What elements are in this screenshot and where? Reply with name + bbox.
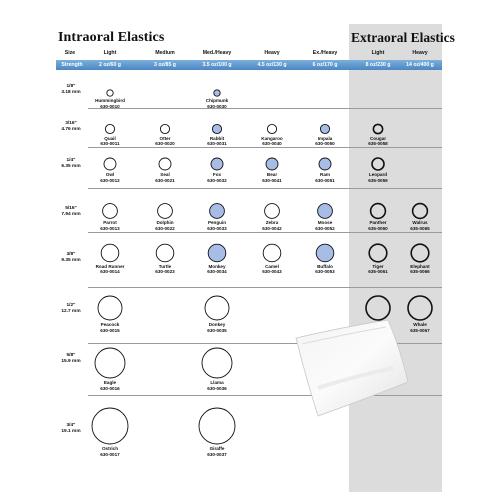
elastic-name: Seal [160,172,170,177]
elastic-ring [104,158,116,170]
elastic-name: Walrus [412,220,428,226]
elastic-name: Impala [317,135,333,141]
elastic-code: 630-0037 [207,451,227,457]
elastic-name: Moose [317,220,333,226]
elastic-caption [85,446,135,457]
elastic-code: 630-0043 [262,269,282,275]
elastic-code: 635-0058 [368,141,388,147]
size-mm: 19.1 mm [61,429,81,434]
elastic-caption [247,220,297,231]
strength-value: 14 oz/400 g [406,62,434,68]
elastic-ring [95,348,125,378]
elastic-name: Zebra [265,220,279,226]
elastic-ring [263,244,281,262]
elastic-code: 630-0051 [315,177,335,183]
elastic-caption [395,220,445,231]
size-mm: 7.94 mm [61,212,81,217]
elastic-code: 630-0041 [262,177,282,183]
elastic-caption [140,136,190,147]
elastic-code: 630-0022 [155,225,175,231]
elastic-code: 630-0020 [155,141,175,147]
elastic-name: Otter [159,135,171,141]
elastic-ring [371,204,386,219]
size-header: Size [64,50,76,56]
elastic-name: Peacock [100,322,120,327]
elastic-code: 630-0011 [100,141,120,147]
elastic-name: Kangaroo [261,135,283,141]
size-inch: 1/2" [66,303,76,308]
elastic-caption [85,380,135,391]
column-header: Light [371,50,385,56]
elastic-ring [265,204,280,219]
elastic-name: Bear [266,172,278,177]
elastic-ring [408,296,432,320]
elastic-caption [247,136,297,147]
elastic-ring [202,348,232,378]
size-mm: 12.7 mm [61,309,81,314]
strength-value: 2 oz/60 g [99,62,121,68]
elastic-name: Hummingbird [95,98,125,104]
elastic-ring [266,158,278,170]
elastic-caption [192,322,242,333]
elastic-name: Llama [210,380,224,385]
elastic-name: Ostrich [101,446,119,451]
elastic-code: 635-0060 [368,225,388,231]
size-mm: 4.76 mm [61,127,81,132]
elastic-ring [214,90,220,96]
elastic-caption [353,172,403,183]
elastic-ring [103,204,118,219]
elastic-caption [395,264,445,275]
elastic-code: 630-0035 [207,327,227,333]
elastic-caption [85,264,135,275]
elastic-ring [413,204,428,219]
size-inch: 5/8" [66,353,76,358]
size-mm: 3.18 mm [61,90,81,95]
elastic-code: 630-0034 [207,269,227,275]
strength-value: 6 oz/170 g [312,62,338,68]
elastic-caption [300,172,350,183]
elastic-caption [192,220,242,231]
elastic-ring [199,408,235,444]
column-header: Med./Heavy [202,50,232,56]
elastic-name: Elephant [410,263,430,269]
elastic-caption [192,98,242,109]
elastic-name: Fox [212,172,222,177]
elastic-name: Chipmunk [205,98,229,104]
elastic-name: Road Runner [95,263,125,269]
elastic-caption [85,98,135,109]
column-header: Ex./Heavy [312,50,338,56]
elastic-caption [140,264,190,275]
size-inch: 3/4" [66,423,76,428]
elastic-name: Donkey [208,322,226,327]
size-mm: 9.35 mm [61,258,81,263]
elastic-caption [353,136,403,147]
elastic-code: 630-0012 [100,177,120,183]
elastic-ring [318,204,333,219]
elastic-code: 630-0031 [207,141,227,147]
elastic-caption [140,172,190,183]
elastic-code: 630-0040 [262,141,282,147]
elastic-name: Rabbit [209,135,225,141]
elastic-code: 635-0065 [410,225,430,231]
strength-label: Strength [61,62,83,68]
size-inch: 1/8" [66,84,76,89]
elastic-name: Cougar [369,135,387,141]
elastic-code: 630-0016 [100,385,120,391]
elastic-caption [192,264,242,275]
elastic-ring [372,158,384,170]
elastic-name: Giraffe [209,446,225,451]
elastic-code: 630-0014 [100,269,120,275]
elastic-caption [85,220,135,231]
elastic-code: 630-0050 [315,141,335,147]
elastic-ring [156,244,174,262]
elastic-code: 630-0052 [315,225,335,231]
elastic-ring [212,124,221,133]
elastic-code: 630-0053 [315,269,335,275]
elastic-code: 630-0032 [207,177,227,183]
elastic-ring [316,244,334,262]
elastic-name: Monkey [208,263,226,269]
elastic-caption [192,380,242,391]
intraoral-title: Intraoral Elastics [58,30,165,45]
elastic-code: 635-0067 [410,327,430,333]
elastic-code: 635-0059 [368,177,388,183]
elastic-code: 630-0042 [262,225,282,231]
elastic-ring [159,158,171,170]
elastic-ring [107,90,113,96]
elastic-code: 630-0030 [207,103,227,109]
elastic-name: Ram [320,172,330,177]
elastic-code: 630-0015 [100,327,120,333]
elastic-ring [320,124,329,133]
strength-value: 3.5 oz/100 g [202,62,232,68]
strength-value: 3 oz/85 g [154,62,176,68]
elastic-caption [247,172,297,183]
elastic-ring [98,296,122,320]
elastic-caption [85,136,135,147]
elastic-code: 635-0066 [410,269,430,275]
elastic-code: 630-0010 [100,103,120,109]
elastic-caption [300,136,350,147]
elastic-ring [205,296,229,320]
elastic-code: 630-0013 [100,225,120,231]
elastic-name: Quail [104,135,116,141]
size-inch: 3/8" [66,252,76,257]
elastic-name: Eagle [103,380,117,385]
elastic-code: 630-0033 [207,225,227,231]
elastic-name: Penguin [207,220,227,226]
elastic-code: 630-0021 [155,177,175,183]
elastic-name: Owl [105,172,115,177]
elastic-name: Camel [265,263,279,269]
elastic-ring [267,124,276,133]
elastic-ring [411,244,429,262]
elastic-name: Parrot [103,220,117,226]
elastic-caption [192,136,242,147]
elastic-ring [369,244,387,262]
elastic-ring [208,244,226,262]
column-header: Heavy [412,50,428,56]
size-inch: 3/16" [65,121,77,126]
elastic-name: Panther [369,220,387,226]
elastic-caption [247,264,297,275]
strength-value: 8 oz/230 g [365,62,391,68]
elastic-name: Buffalo [317,263,333,269]
elastic-caption [140,220,190,231]
elastic-code: 630-0023 [155,269,175,275]
elastic-name: Leopard [368,172,388,177]
size-inch: 1/4" [66,158,76,163]
elastic-ring [101,244,119,262]
elastic-caption [85,172,135,183]
elastic-caption [85,322,135,333]
elastic-caption [192,446,242,457]
elastic-ring [210,204,225,219]
elastic-name: Dolphin [156,220,174,226]
elastic-code: 630-0036 [207,385,227,391]
size-inch: 5/16" [65,206,77,211]
column-header: Medium [155,50,175,56]
elastic-ring [366,296,390,320]
elastic-ring [105,124,114,133]
elastic-bag-image [288,318,412,418]
column-header: Heavy [264,50,280,56]
elastic-name: Turtle [158,263,172,269]
elastic-ring [158,204,173,219]
elastic-caption [192,172,242,183]
elastic-caption [300,264,350,275]
elastic-ring [373,124,382,133]
size-mm: 15.9 mm [61,359,81,364]
elastic-name: Tiger [372,263,384,269]
extraoral-title: Extraoral Elastics [351,30,455,45]
elastic-ring [92,408,128,444]
elastic-ring [319,158,331,170]
elastic-code: 635-0061 [368,269,388,275]
column-header: Light [103,50,117,56]
elastic-name: Whale [413,322,427,327]
size-mm: 6.35 mm [61,164,81,169]
elastic-code: 630-0017 [100,451,120,457]
elastic-caption [300,220,350,231]
strength-value: 4.5 oz/130 g [257,62,287,68]
elastic-ring [160,124,169,133]
elastic-ring [211,158,223,170]
